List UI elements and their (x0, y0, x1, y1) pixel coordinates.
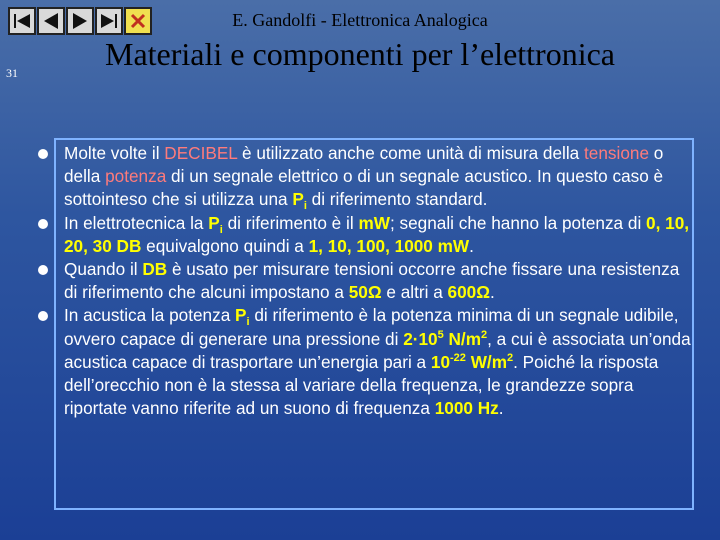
bullet-list (32, 142, 696, 420)
bullet-icon (38, 149, 48, 159)
slide-title: Materiali e componenti per l’elettronica (105, 36, 615, 72)
page-number: 31 (6, 66, 18, 80)
bullet-icon (38, 311, 48, 321)
bullet-icon (38, 219, 48, 229)
bullet-4: In acustica la potenza $P_i$ di riferimento è la potenza minima di un segnale udibile, ovvero capace di generare una pressione di $2\cdot 10^5$ $N/m^2$, a cui è associata un’onda acustica capace di trasportare un’energia pari a $10^{-22}$ $W/m^2$. Poiché la risposta dell’orecchio non è la stessa al variare della frequenza, le grandezze sopra riportate vanno riferite ad un suono di frequenza 1000 Hz. (32, 304, 696, 420)
bullet-2: In elettrotecnica la $P_i$ di riferimento è il mW; segnali che hanno la potenza di 0, 10, 20, 30 DB equivalgono quindi a 1, 10, 100, 1000 mW. (32, 212, 696, 258)
bullet-3: Quando il DB è usato per misurare tensioni occorre anche fissare una resistenza di riferimento che alcuni impostano a 50Ω e altri a 600Ω. (32, 258, 696, 304)
header-title: E. Gandolfi - Elettronica Analogica (232, 10, 488, 30)
bullet-icon (38, 265, 48, 275)
bullet-1: Molte volte il DECIBEL è utilizzato anche come unità di misura della tensione o della potenza di un segnale elettrico o di un segnale acustico. In questo caso è sottointeso che si utilizza una $P_i$ di riferimento standard. (32, 142, 696, 212)
